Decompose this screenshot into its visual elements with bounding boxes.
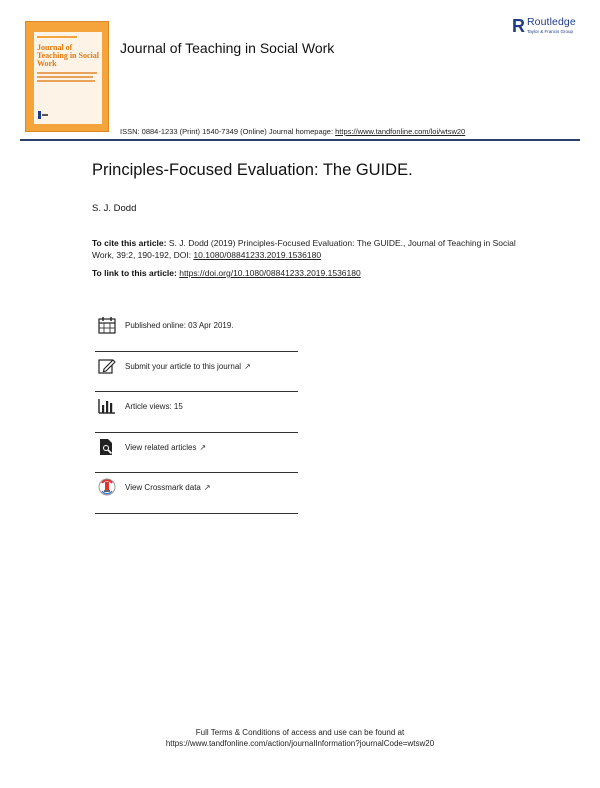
- article-title: Principles-Focused Evaluation: The GUIDE.: [92, 161, 413, 179]
- edit-icon: [98, 357, 116, 375]
- info-item-published: [95, 311, 298, 352]
- cover-publisher-logo: [38, 111, 48, 120]
- info-item-crossmark[interactable]: [95, 473, 298, 514]
- submit-article-label: Submit your article to this journal: [125, 361, 242, 371]
- citation-block: [92, 237, 522, 261]
- article-author: S. J. Dodd: [92, 203, 137, 214]
- info-item-related[interactable]: [95, 433, 298, 474]
- doi-link[interactable]: 10.1080/08841233.2019.1536180: [193, 250, 322, 260]
- info-text-views: Article views: 15: [125, 402, 183, 411]
- terms-footer: [100, 727, 500, 749]
- publisher-name: Routledge: [527, 16, 576, 28]
- info-item-views: [95, 392, 298, 433]
- calendar-icon: [98, 316, 116, 334]
- citation-text: S. J. Dodd (2019) Principles-Focused Evaluation: The GUIDE., Journal of Teaching in Social Work, 39:2, 190-192, DOI:: [92, 238, 516, 260]
- crossmark-icon: [98, 478, 116, 496]
- info-item-submit[interactable]: [95, 352, 298, 393]
- info-text-published: Published online: 03 Apr 2019.: [125, 321, 234, 330]
- citation-label: To cite this article:: [92, 238, 167, 248]
- external-link-icon: ↗: [244, 361, 251, 371]
- related-articles-label: View related articles: [125, 442, 197, 452]
- journal-title[interactable]: Journal of Teaching in Social Work: [120, 40, 335, 56]
- footer-terms-text: Full Terms & Conditions of access and use can be found at: [195, 728, 405, 737]
- publisher-subtitle: Taylor & Francis Group: [527, 29, 574, 34]
- external-link-icon: ↗: [199, 442, 207, 452]
- link-label: To link to this article:: [92, 268, 180, 278]
- footer-terms-link[interactable]: https://www.tandfonline.com/action/journalInformation?journalCode=wtsw20: [165, 739, 435, 748]
- crossmark-link[interactable]: [125, 483, 211, 492]
- header-divider: [20, 139, 580, 141]
- search-document-icon: [98, 438, 116, 456]
- publisher-logo[interactable]: [512, 16, 590, 40]
- crossmark-label: View Crossmark data: [125, 483, 201, 492]
- journal-homepage-link[interactable]: https://www.tandfonline.com/loi/wtsw20: [335, 127, 466, 136]
- journal-cover: [25, 21, 109, 132]
- external-link-icon: ↗: [203, 483, 211, 492]
- issn-line: [120, 127, 465, 136]
- issn-text: ISSN: 0884-1233 (Print) 1540-7349 (Online) Journal homepage:: [120, 127, 336, 136]
- submit-article-link[interactable]: [125, 362, 251, 371]
- bar-chart-icon: [98, 397, 116, 415]
- related-articles-link[interactable]: [125, 443, 206, 452]
- article-link-line: [92, 268, 522, 278]
- routledge-r-icon: R: [512, 16, 525, 36]
- cover-title: Journal of Teaching in Social Work: [37, 43, 99, 68]
- article-info-list: [95, 311, 298, 514]
- article-url-link[interactable]: https://doi.org/10.1080/08841233.2019.1536180: [179, 268, 361, 278]
